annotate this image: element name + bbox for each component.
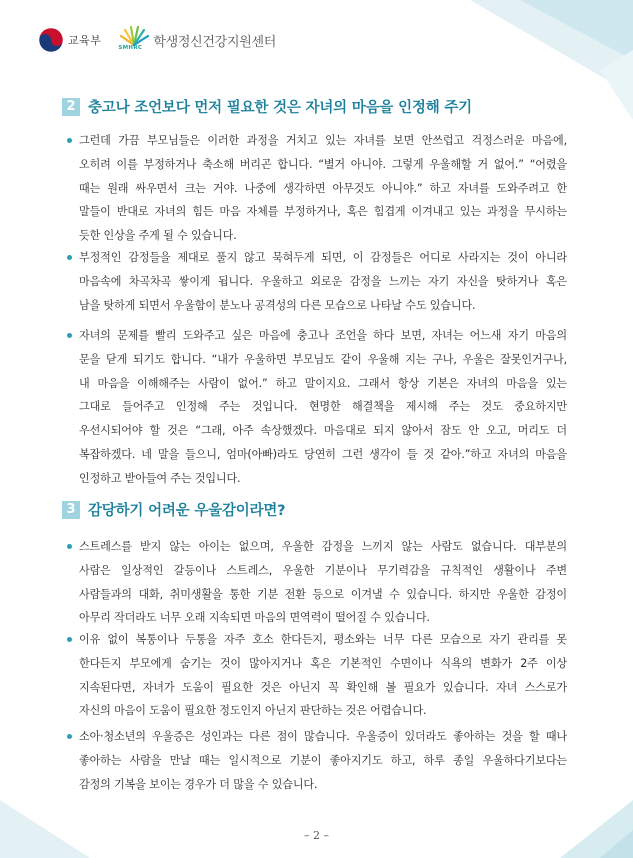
page-header — [38, 24, 276, 56]
paragraph-line: 소아·청소년의 우울증은 성인과는 다른 점이 많습니다. 우울증이 있더라도 좋아하는 것을 할 때나 — [79, 730, 567, 743]
bullet-icon — [67, 637, 72, 642]
smhrc-emblem — [117, 25, 151, 55]
section-2-heading — [62, 96, 472, 117]
bullet-icon — [67, 138, 72, 143]
bullet-icon — [67, 544, 72, 549]
center-abbr: SMHRC — [118, 45, 143, 51]
section-number-badge: 3 — [62, 501, 80, 519]
paragraph-line: 듯한 인상을 주게 될 수 있습니다. — [79, 229, 237, 243]
ministry-label: 교육부 — [68, 34, 102, 47]
paragraph-line: 내 마음을 이해해주는 사람이 없어.” 하고 말이지요. 그래서 항상 기본은 자녀의 마음을 있는 — [79, 376, 567, 390]
paragraph-line: 자신의 마음이 도움이 필요한 정도인지 아닌지 판단하는 것은 어렵습니다. — [79, 704, 427, 718]
center-label: 학생정신건강지원센터 — [153, 34, 276, 50]
list-item — [67, 630, 567, 725]
list-item — [67, 727, 567, 798]
paragraph-line: 사람은 일상적인 갈등이나 스트레스, 우울한 기분이나 무기력감을 규칙적인 생활이나 주변 — [79, 563, 567, 577]
list-item — [67, 248, 567, 319]
center-logo — [117, 25, 276, 55]
section-3-heading — [62, 499, 285, 520]
paragraph-line: 남을 탓하게 되면서 우울함이 분노나 공격성의 다른 모습으로 나타날 수도 있습니다. — [79, 298, 476, 312]
ministry-logo — [38, 27, 101, 53]
paragraph-line: 스트레스를 받지 않는 아이는 없으며, 우울한 감정을 느끼지 않는 사람도 없습니다. 대부분의 — [79, 540, 567, 553]
paragraph-line: 인정하고 받아들여 주는 것입니다. — [79, 471, 241, 485]
paragraph-line: 아무리 작더라도 너무 오래 지속되면 마음의 면역력이 떨어질 수 있습니다. — [79, 611, 430, 625]
paragraph-line: 좋아하는 사람을 만날 때는 일시적으로 기분이 좋아지기도 하고, 하루 종일 우울하다기보다는 — [79, 753, 567, 767]
list-item — [67, 131, 567, 250]
section-title: 충고나 조언보다 먼저 필요한 것은 자녀의 마음을 인정해 주기 — [88, 100, 472, 116]
paragraph-line: 부정적인 감정들을 제대로 풀지 않고 묵혀두게 되면, 이 감정들은 어디로 사라지는 것이 아니라 — [79, 251, 567, 264]
bullet-icon — [67, 734, 72, 739]
bullet-icon — [67, 333, 72, 338]
paragraph-line: 감정의 기복을 보이는 경우가 더 많을 수 있습니다. — [79, 777, 318, 791]
section-title: 감당하기 어려운 우울감이라면? — [88, 503, 286, 519]
list-item — [67, 326, 567, 493]
paragraph-line: 때는 원래 싸우면서 크는 거야. 나중에 생각하면 아무것도 아니야.” 하고 자녀를 도와주려고 한 — [79, 181, 567, 195]
paragraph-line: 우선시되어야 할 것은 “그래, 아주 속상했겠다. 마음대로 되지 않아서 잠도 안 오고, 머리도 더 — [79, 424, 567, 438]
section-number-badge: 2 — [62, 98, 80, 116]
paragraph-line: 이유 없이 복통이나 두통을 자주 호소 한다든지, 평소와는 너무 다른 모습으로 자기 관리를 못 — [79, 633, 567, 646]
paragraph-line: 자녀의 문제를 빨리 도와주고 싶은 마음에 충고나 조언을 하다 보면, 자녀는 어느새 자기 마음의 — [79, 329, 567, 342]
paragraph-line: 오히려 이를 부정하거나 축소해 버리곤 합니다. “별거 아니야. 그렇게 우울해할 거 없어.” “어렸을 — [79, 157, 567, 171]
paragraph-line: 지속된다면, 자녀가 도움이 필요한 것은 아닌지 꼭 확인해 볼 필요가 있습니다. 자녀 스스로가 — [79, 680, 567, 694]
sunburst-icon — [117, 25, 151, 47]
taegeuk-icon — [38, 27, 64, 53]
page-number: – 2 – — [304, 829, 329, 842]
paragraph-line: 사람들과의 대화, 취미생활을 통한 기분 전환 등으로 이겨낼 수 있습니다. 하지만 우울한 감정이 — [79, 587, 567, 601]
paragraph-line: 말들이 반대로 자녀의 힘든 마음 자체를 부정하거나, 혹은 힘겹게 이겨내고 있는 과정을 무시하는 — [79, 205, 567, 219]
paragraph-line: 마음속에 차곡차곡 쌓이게 됩니다. 우울하고 외로운 감정을 느끼는 자기 자신을 탓하거나 혹은 — [79, 274, 567, 288]
list-item — [67, 537, 567, 632]
paragraph-line: 그런데 가끔 부모님들은 이러한 과정을 거치고 있는 자녀를 보면 안쓰럽고 걱정스러운 마음에, — [79, 134, 567, 147]
paragraph-line: 그대로 들어주고 인정해 주는 것입니다. 현명한 해결책을 제시해 주는 것도 중요하지만 — [79, 400, 567, 414]
paragraph-line: 한다든지 부모에게 숨기는 것이 많아지거나 혹은 기본적인 수면이나 식욕의 변화가 2주 이상 — [79, 656, 567, 670]
paragraph-line: 복잡하겠다. 네 말을 들으니, 엄마(아빠)라도 당연히 그런 생각이 들 것 같아.”하고 자녀의 마음을 — [79, 447, 567, 461]
paragraph-line: 문을 닫게 되기도 합니다. “내가 우울하면 부모님도 같이 우울해 지는 구나, 우울은 잘못인거구나, — [79, 352, 567, 366]
bullet-icon — [67, 255, 72, 260]
